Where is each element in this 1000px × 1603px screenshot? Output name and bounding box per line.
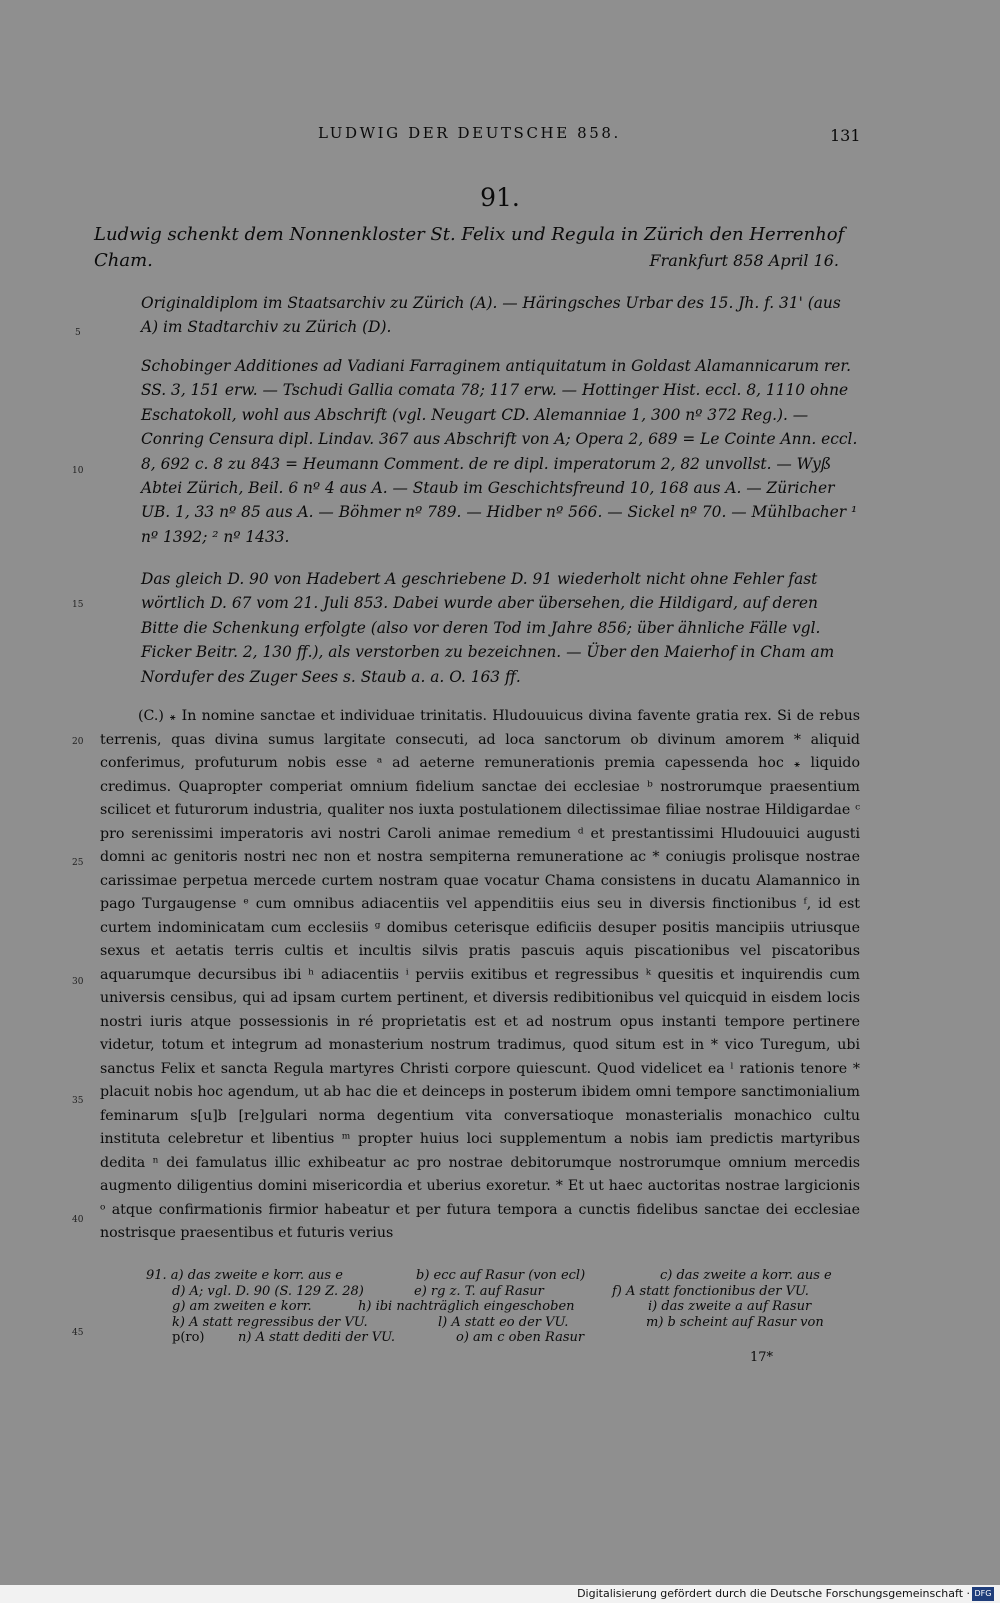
dfg-logo: DFG: [972, 1587, 994, 1601]
page-number: 131: [830, 126, 861, 145]
title-text: Ludwig schenkt dem Nonnenkloster St. Felix und Regula in Zürich den Herrenhof Cham.: [94, 224, 845, 271]
footnote: k) A statt regressibus der VU.: [172, 1314, 368, 1330]
signature-mark: 17*: [750, 1350, 774, 1365]
footnote: n) A statt dediti der VU.: [238, 1330, 395, 1345]
line-number: 20: [72, 737, 84, 747]
footnote-row: [146, 1315, 866, 1331]
footnote: d) A; vgl. D. 90 (S. 129 Z. 28): [172, 1283, 364, 1299]
footnote: l) A statt eo der VU.: [438, 1314, 569, 1330]
line-number: 10: [72, 466, 84, 476]
footnote: c) das zweite a korr. aus e: [660, 1268, 832, 1283]
footnote: i) das zweite a auf Rasur: [648, 1299, 812, 1314]
line-number: 35: [72, 1096, 84, 1106]
line-number: 45: [72, 1328, 84, 1338]
line-number: 5: [75, 328, 81, 338]
line-number: 15: [72, 600, 84, 610]
line-number: 30: [72, 977, 84, 987]
document-number: 91.: [480, 183, 520, 212]
sources-paragraph: Originaldiplom im Staatsarchiv zu Zürich (A). — Häringsches Urbar des 15. Jh. f. 31' (aus A) im Stadtarchiv zu Zürich (D).: [141, 294, 841, 337]
running-title: LUDWIG DER DEUTSCHE 858.: [318, 124, 621, 142]
charter-text: [100, 705, 860, 1246]
footnote: m) b scheint auf Rasur von: [646, 1314, 824, 1330]
footnote-row: [146, 1284, 866, 1300]
footnote: b) ecc auf Rasur (von ecl): [416, 1268, 586, 1283]
footnotes: [146, 1268, 866, 1346]
footnote: 91. a) das zweite e korr. aus e: [146, 1268, 343, 1283]
footnote: o) am c oben Rasur: [456, 1330, 585, 1345]
footnote: e) rg z. T. auf Rasur: [414, 1283, 544, 1299]
commentary-paragraph: Das gleich D. 90 von Hadebert A geschriebene D. 91 wiederholt nicht ohne Fehler fast wörtlich D. 67 vom 21. Juli 853. Dabei wurde aber übersehen, die Hildigard, auf deren Bitte die Schenkung erfolgte (also vor deren Tod im Jahre 856; über ähnliche Fälle vgl. Ficker Beitr. 2, 130 ff.), als verstorben zu bezeichnen. — Über den Maierhof in Cham am Nordufer des Zuger Sees s. Staub a. a. O. 163 ff.: [141, 570, 835, 686]
footnote-row: [146, 1330, 866, 1346]
footer-credit: Digitalisierung gefördert durch die Deutsche Forschungsgemeinschaft ·: [577, 1587, 970, 1600]
footnote: h) ibi nachträglich eingeschoben: [358, 1299, 575, 1314]
document-title: [94, 222, 857, 274]
editions-paragraph: Schobinger Additiones ad Vadiani Farraginem antiquitatum in Goldast Alamannicarum rer. SS. 3, 151 erw. — Tschudi Gallia comata 78; 117 erw. — Hottinger Hist. eccl. 8, 1110 ohne Eschatokoll, wohl aus Abschrift (vgl. Neugart CD. Alemanniae 1, 300 nº 372 Reg.). — Conring Censura dipl. Lindav. 367 aus Abschrift von A; Opera 2, 689 = Le Cointe Ann. eccl. 8, 692 c. 8 zu 843 = Heumann Comment. de re dipl. imperatorum 2, 82 unvollst. — Wyß Abtei Zürich, Beil. 6 nº 4 aus A. — Staub im Geschichtsfreund 10, 168 aus A. — Züricher UB. 1, 33 nº 85 aus A. — Böhmer nº 789. — Hidber nº 566. — Sickel nº 70. — Mühlbacher ¹ nº 1392; ² nº 1433.: [141, 357, 858, 546]
place-date: Frankfurt 858 April 16.: [649, 251, 839, 270]
footnote: p(ro): [172, 1330, 205, 1345]
charter-body: (C.) ꘎ In nomine sanctae et individuae trinitatis. Hludouuicus divina favente gratia rex. Si de rebus terrenis, quas divina sumus largitate consecuti, ad loca sanctorum ob divinum amorem * aliquid conferimus, profuturum nobis esse ᵃ ad aeterne remunerationis premia capessenda hoc ꘎ liquido credimus. Quapropter comperiat omnium fidelium sanctae dei ecclesiae ᵇ nostrorumque praesentium scilicet et futurorum industria, qualiter nos iuxta postulationem dilectissimae filiae nostrae Hildigardae ᶜ pro serenissimi imperatoris avi nostri Caroli animae remedium ᵈ et prestantissimi Hludouuici augusti domni ac genitoris nostri nec non et nostra sempiterna remuneratione ac * coniugis prolisque nostrae carissimae perpetua mercede curtem nostram quae vocatur Chama consistens in ducatu Alamannico in pago Turgaugense ᵉ cum omnibus adiacentiis vel appenditiis eius seu in diversis finctionibus ᶠ, id est curtem indominicatam cum ecclesiis ᵍ domibus ceterisque edificiis desuper positis mancipiis utriusque sexus et aetatis terris cultis et incultis silvis pratis pascuis aquis piscationibus vel piscatoribus aquarumque decursibus ibi ʰ adiacentiis ⁱ perviis exitibus et regressibus ᵏ quesitis et inquirendis cum universis censibus, qui ad ipsam curtem pertinent, et diversis redibitionibus vel quicquid in eisdem locis nostri iuris atque possessionis in ré proprietatis est et ad nostrum opus instanti tempore pertinere videtur, totum et integrum ad monasterium nostrum tradimus, quod situm est in * vico Turegum, ubi sanctus Felix et sancta Regula martyres Christi corpore quiescunt. Quod videlicet ea ˡ rationis tenore * placuit nobis hoc agendum, ut ab hac die et deinceps in posterum ibidem omni tempore sanctimonialium feminarum s[u]b [re]gulari norma degentium vita conversatioque monasterialis monachico cultu instituta celebretur et libentius ᵐ propter huius loci supplementum a nobis iam predictis martyribus dedita ⁿ dei famulatus illic exhibeatur ac pro nostrae debitorumque nostrorumque omnium mercedis augmento diligentius domini misericordia et uberius exoretur. * Et ut haec auctoritas nostrae largicionis ᵒ atque confirmationis firmior habeatur et per futura tempora a cunctis fidelibus sanctae dei ecclesiae nostrisque praesentibus et futuris verius: [100, 708, 860, 1241]
footnote: f) A statt fonctionibus der VU.: [612, 1283, 809, 1299]
line-number: 40: [72, 1215, 84, 1225]
footnote-row: [146, 1268, 866, 1284]
line-number: 25: [72, 858, 84, 868]
footnote: g) am zweiten e korr.: [172, 1299, 312, 1314]
footnote-row: [146, 1299, 866, 1315]
